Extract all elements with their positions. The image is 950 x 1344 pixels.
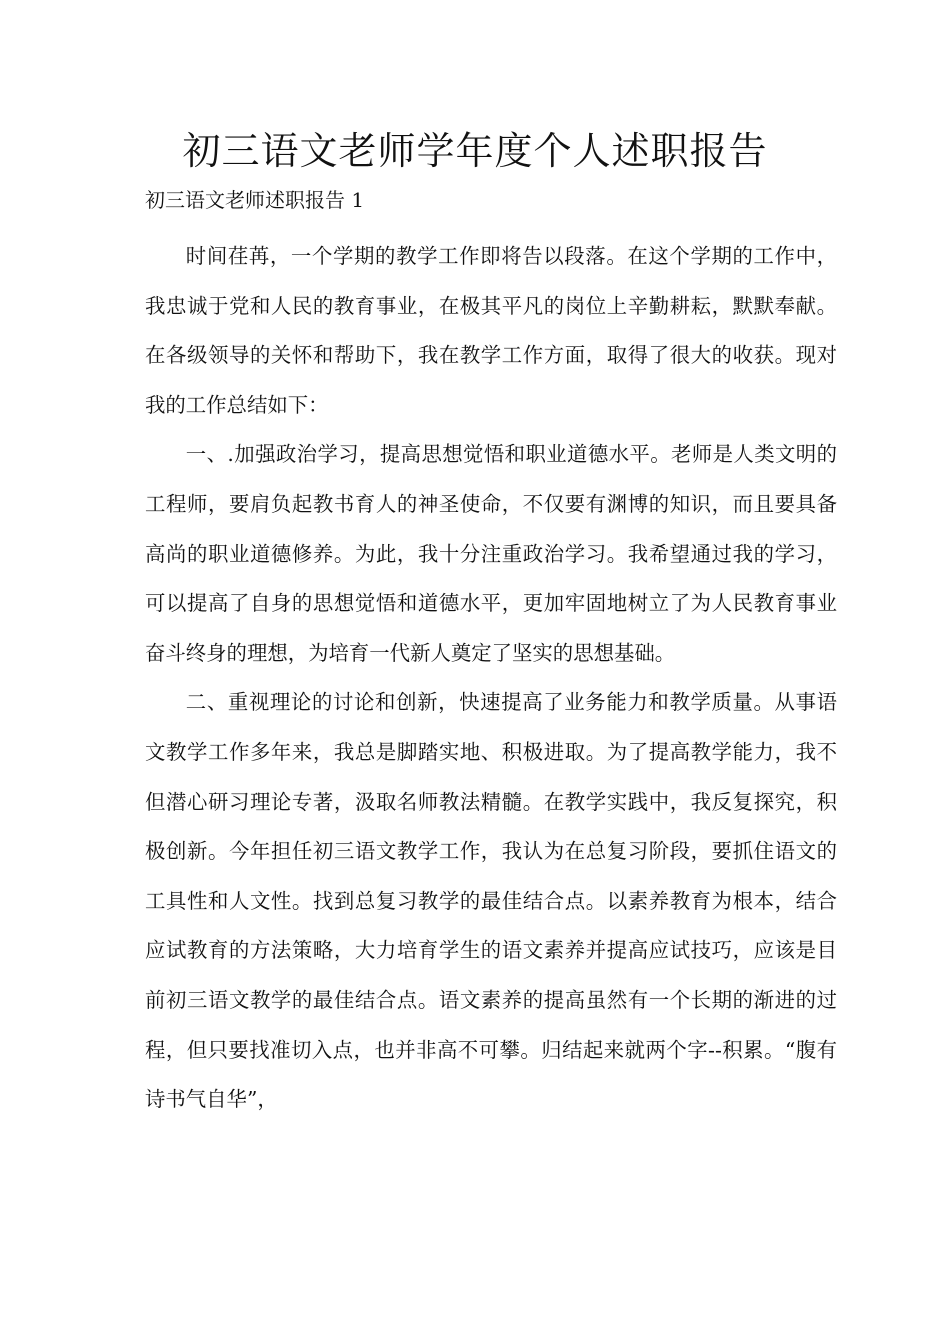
paragraph-theory-innovation: 二、重视理论的讨论和创新，快速提高了业务能力和教学质量。从事语文教学工作多年来，我总是脚踏实地、积极进取。为了提高教学能力，我不但潜心研习理论专著，汲取名师教法精髓。在教学实践中，我反复探究，积极创新。今年担任初三语文教学工作，我认为在总复习阶段，要抓住语文的工具性和人文性。找到总复习教学的最佳结合点。以素养教育为根本，结合应试教育的方法策略，大力培育学生的语文素养并提高应试技巧，应该是目前初三语文教学的最佳结合点。语文素养的提高虽然有一个长期的渐进的过程，但只要找准切入点，也并非高不可攀。归结起来就两个字--积累。“腹有诗书气自华”，	[145, 690, 837, 1112]
paragraph-political-study: 一、.加强政治学习，提高思想觉悟和职业道德水平。老师是人类文明的工程师，要肩负起教书育人的神圣使命，不仅要有渊博的知识，而且要具备高尚的职业道德修养。为此，我十分注重政治学习。我希望通过我的学习，可以提高了自身的思想觉悟和道德水平，更加牢固地树立了为人民教育事业奋斗终身的理想，为培育一代新人奠定了坚实的思想基础。	[145, 442, 837, 665]
page-title: 初三语文老师学年度个人述职报告	[182, 129, 768, 173]
section-subtitle: 初三语文老师述职报告 1	[145, 188, 365, 212]
paragraph-intro: 时间荏苒，一个学期的教学工作即将告以段落。在这个学期的工作中，我忠诚于党和人民的教育事业，在极其平凡的岗位上辛勤耕耘，默默奉献。在各级领导的关怀和帮助下，我在教学工作方面，取得了很大的收获。现对我的工作总结如下：	[145, 244, 837, 417]
document-body	[145, 232, 837, 1125]
